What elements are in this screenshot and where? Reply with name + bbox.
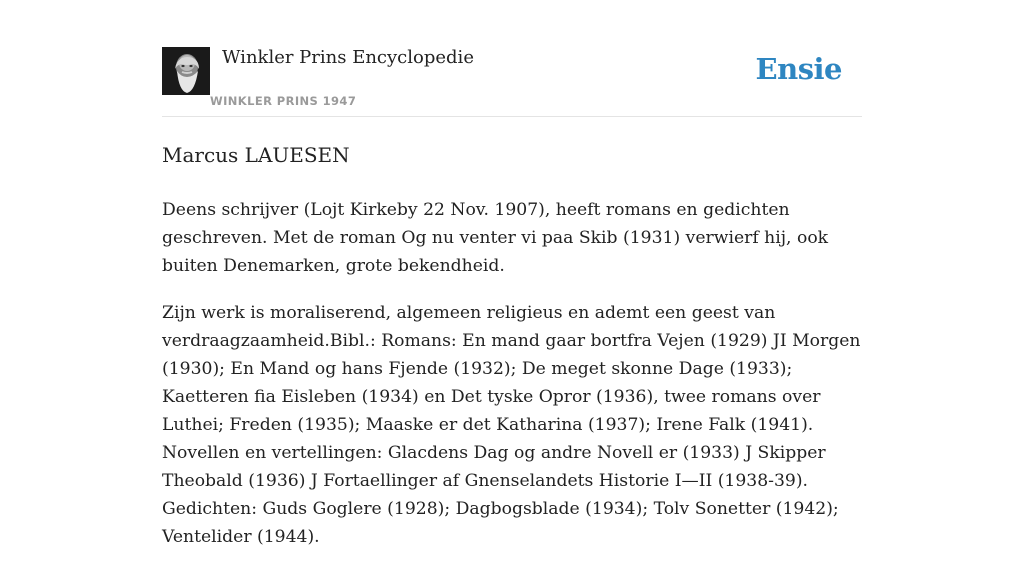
author-avatar[interactable] — [162, 47, 210, 95]
article — [162, 138, 862, 570]
brand-logo[interactable]: Ensie — [755, 52, 842, 86]
article-paragraph: Deens schrijver (Lojt Kirkeby 22 Nov. 1907), heeft romans en gedichten geschreven. Met de roman Og nu venter vi paa Skib (1931) verwierf hij, ook buiten Denemarken, grote bekendheid. — [162, 200, 829, 276]
site-subtitle: WINKLER PRINS 1947 — [210, 94, 357, 108]
article-title: Marcus LAUESEN — [162, 143, 350, 167]
article-paragraph: Zijn werk is moraliserend, algemeen religieus en ademt een geest van verdraagzaamheid.Bibl.: Romans: En mand gaar bortfra Vejen (1929) JI Morgen (1930); En Mand og hans Fjende (1932); De meget skonne Dage (1933); Kaetteren fia Eisleben (1934) en Det tyske Opror (1936), twee romans over Luthei; Freden (1935); Maaske er det Katharina (1937); Irene Falk (1941). Novellen en vertellingen: Glacdens Dag og andre Novell er (1933) J Skipper Theobald (1936) J Fortaellinger af Gnenselandets Historie I—II (1938-39). Gedichten: Guds Goglere (1928); Dagbogsblade (1934); Tolv Sonetter (1942); Ventelider (1944). — [162, 303, 861, 547]
site-title[interactable]: Winkler Prins Encyclopedie — [222, 47, 474, 68]
site-header — [162, 0, 862, 117]
bearded-man-portrait-icon — [162, 47, 210, 95]
